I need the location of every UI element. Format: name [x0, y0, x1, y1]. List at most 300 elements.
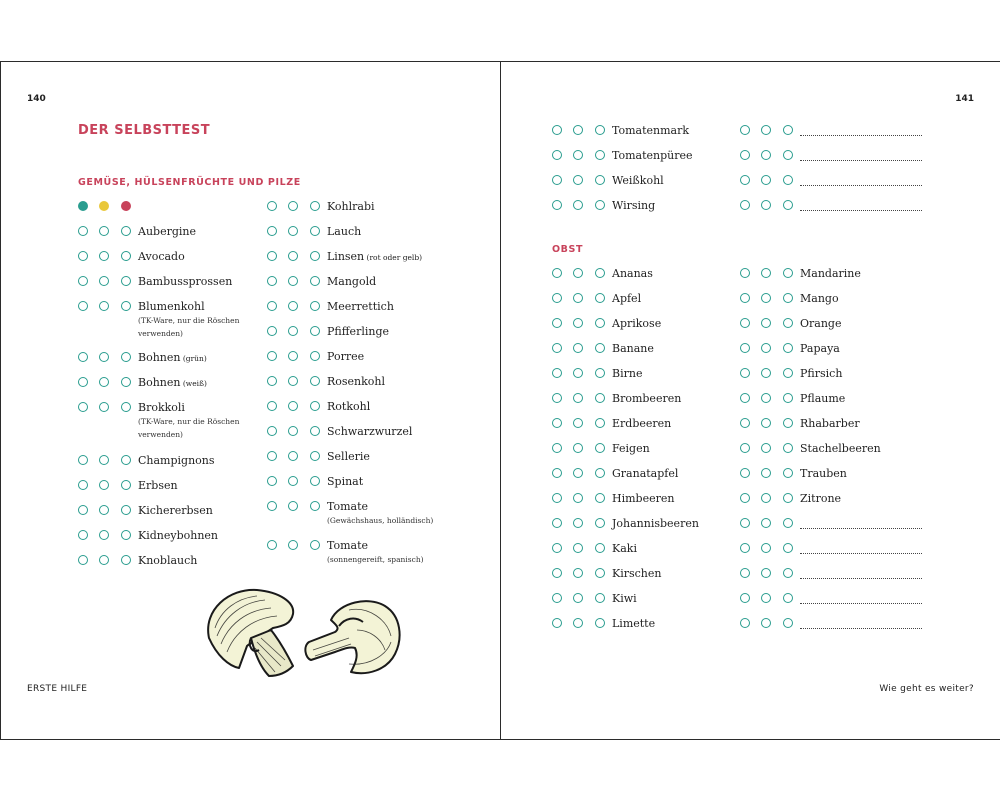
rating-checkboxes	[740, 318, 800, 332]
rating-circle-red[interactable]	[783, 618, 793, 628]
rating-circle-green[interactable]	[552, 268, 562, 278]
rating-checkboxes	[552, 200, 612, 214]
rating-checkboxes	[78, 251, 138, 265]
rating-circle-yellow[interactable]	[288, 401, 298, 411]
rating-circle-green[interactable]	[552, 150, 562, 160]
rating-circle-yellow[interactable]	[288, 276, 298, 286]
item-label: Mango	[800, 292, 839, 305]
rating-checkboxes	[267, 376, 327, 390]
item-label: Stachelbeeren	[800, 442, 881, 455]
rating-circle-red[interactable]	[783, 393, 793, 403]
rating-circle-red[interactable]	[310, 426, 320, 436]
right-page	[500, 61, 1000, 740]
rating-circle-yellow[interactable]	[761, 393, 771, 403]
rating-circle-red[interactable]	[595, 518, 605, 528]
rating-checkboxes	[740, 518, 800, 532]
rating-checkboxes	[740, 125, 800, 139]
rating-circle-red[interactable]	[310, 476, 320, 486]
rating-circle-red[interactable]	[783, 568, 793, 578]
rating-circle-yellow[interactable]	[288, 540, 298, 550]
rating-checkboxes	[78, 276, 138, 290]
rating-circle-yellow[interactable]	[761, 593, 771, 603]
rating-circle-red[interactable]	[121, 377, 131, 387]
rating-circle-green[interactable]	[267, 540, 277, 550]
rating-checkboxes	[78, 226, 138, 240]
rating-checkboxes	[267, 426, 327, 440]
rating-circle-green[interactable]	[267, 501, 277, 511]
rating-checkboxes	[267, 351, 327, 365]
rating-checkboxes	[740, 493, 800, 507]
rating-checkboxes	[552, 568, 612, 582]
footer-right: Wie geht es weiter?	[879, 684, 974, 694]
mushroom-illustration	[199, 580, 409, 695]
rating-circle-red[interactable]	[595, 125, 605, 135]
rating-circle-red[interactable]	[595, 343, 605, 353]
item-label: Avocado	[138, 250, 185, 263]
rating-circle-red[interactable]	[595, 443, 605, 453]
rating-circle-red[interactable]	[595, 593, 605, 603]
rating-circle-yellow[interactable]	[573, 568, 583, 578]
write-in-line[interactable]	[800, 177, 922, 186]
rating-circle-green[interactable]	[740, 293, 750, 303]
rating-circle-green[interactable]	[740, 543, 750, 553]
rating-circle-red[interactable]	[310, 351, 320, 361]
rating-circle-green[interactable]	[552, 518, 562, 528]
rating-circle-red[interactable]	[783, 293, 793, 303]
rating-circle-green[interactable]	[740, 368, 750, 378]
rating-circle-red[interactable]	[783, 543, 793, 553]
rating-circle-yellow[interactable]	[761, 368, 771, 378]
rating-circle-green[interactable]	[78, 555, 88, 565]
rating-checkboxes	[78, 352, 138, 366]
rating-circle-red[interactable]	[121, 251, 131, 261]
rating-circle-yellow[interactable]	[573, 343, 583, 353]
rating-checkboxes	[552, 175, 612, 189]
item-label: Sellerie	[327, 450, 370, 463]
rating-circle-yellow[interactable]	[761, 268, 771, 278]
rating-checkboxes	[740, 543, 800, 557]
rating-circle-yellow[interactable]	[99, 480, 109, 490]
rating-circle-red[interactable]	[595, 268, 605, 278]
rating-circle-red[interactable]	[310, 201, 320, 211]
rating-circle-red[interactable]	[783, 125, 793, 135]
rating-circle-red[interactable]	[121, 530, 131, 540]
rating-circle-yellow[interactable]	[99, 402, 109, 412]
legend-dot-yellow	[99, 201, 109, 211]
rating-circle-red[interactable]	[783, 200, 793, 210]
rating-circle-yellow[interactable]	[99, 530, 109, 540]
item-label: Kiwi	[612, 592, 637, 605]
rating-circle-green[interactable]	[267, 326, 277, 336]
rating-checkboxes	[740, 268, 800, 282]
rating-circle-yellow[interactable]	[573, 518, 583, 528]
rating-checkboxes	[267, 540, 327, 554]
rating-circle-yellow[interactable]	[573, 175, 583, 185]
rating-circle-yellow[interactable]	[573, 418, 583, 428]
rating-circle-green[interactable]	[740, 393, 750, 403]
rating-circle-red[interactable]	[595, 468, 605, 478]
rating-circle-green[interactable]	[552, 175, 562, 185]
rating-circle-green[interactable]	[78, 301, 88, 311]
item-label: Feigen	[612, 442, 650, 455]
item-label: Linsen (rot oder gelb)	[327, 250, 423, 263]
page-number: 140	[27, 94, 46, 104]
item-qualifier: (grün)	[180, 354, 207, 363]
write-in-line[interactable]	[800, 570, 922, 579]
rating-circle-yellow[interactable]	[288, 201, 298, 211]
rating-circle-yellow[interactable]	[99, 555, 109, 565]
rating-circle-green[interactable]	[552, 393, 562, 403]
rating-circle-green[interactable]	[740, 268, 750, 278]
rating-circle-green[interactable]	[267, 276, 277, 286]
rating-checkboxes	[78, 377, 138, 391]
write-in-line[interactable]	[800, 202, 922, 211]
item-label: Kidneybohnen	[138, 529, 219, 542]
rating-circle-yellow[interactable]	[573, 200, 583, 210]
rating-checkboxes	[267, 451, 327, 465]
rating-circle-green[interactable]	[552, 200, 562, 210]
rating-checkboxes	[78, 480, 138, 494]
rating-circle-red[interactable]	[595, 200, 605, 210]
rating-circle-red[interactable]	[121, 455, 131, 465]
rating-checkboxes	[740, 468, 800, 482]
rating-checkboxes	[740, 593, 800, 607]
rating-circle-green[interactable]	[552, 418, 562, 428]
section-heading-gemuese: GEMÜSE, HÜLSENFRÜCHTE UND PILZE	[78, 177, 301, 188]
rating-circle-red[interactable]	[595, 393, 605, 403]
rating-circle-green[interactable]	[740, 175, 750, 185]
rating-circle-yellow[interactable]	[288, 376, 298, 386]
rating-circle-yellow[interactable]	[99, 352, 109, 362]
rating-circle-green[interactable]	[78, 530, 88, 540]
rating-circle-green[interactable]	[78, 352, 88, 362]
rating-circle-red[interactable]	[595, 418, 605, 428]
rating-checkboxes	[740, 293, 800, 307]
rating-checkboxes	[267, 226, 327, 240]
rating-checkboxes	[78, 505, 138, 519]
rating-checkboxes	[552, 125, 612, 139]
rating-circle-green[interactable]	[78, 276, 88, 286]
rating-circle-red[interactable]	[595, 493, 605, 503]
item-note: (Gewächshaus, holländisch)	[327, 516, 434, 525]
rating-circle-red[interactable]	[121, 555, 131, 565]
rating-circle-yellow[interactable]	[573, 543, 583, 553]
rating-circle-red[interactable]	[783, 175, 793, 185]
rating-circle-yellow[interactable]	[573, 293, 583, 303]
page-title: DER SELBSTTEST	[78, 123, 211, 138]
write-in-line[interactable]	[800, 545, 922, 554]
write-in-line[interactable]	[800, 152, 922, 161]
rating-circle-green[interactable]	[740, 318, 750, 328]
write-in-line[interactable]	[800, 127, 922, 136]
item-label: Schwarzwurzel	[327, 425, 413, 438]
rating-circle-red[interactable]	[310, 376, 320, 386]
rating-circle-yellow[interactable]	[288, 476, 298, 486]
rating-circle-green[interactable]	[267, 451, 277, 461]
rating-circle-green[interactable]	[740, 200, 750, 210]
rating-circle-red[interactable]	[595, 368, 605, 378]
item-label: Tomatenpüree	[612, 149, 693, 162]
rating-circle-green[interactable]	[740, 518, 750, 528]
rating-circle-red[interactable]	[310, 401, 320, 411]
rating-circle-red[interactable]	[310, 226, 320, 236]
write-in-line[interactable]	[800, 595, 922, 604]
rating-circle-red[interactable]	[310, 501, 320, 511]
rating-circle-green[interactable]	[740, 618, 750, 628]
item-label: Wirsing	[612, 199, 656, 212]
rating-circle-yellow[interactable]	[573, 618, 583, 628]
rating-circle-red[interactable]	[595, 543, 605, 553]
item-label: Bohnen (weiß)	[138, 376, 207, 389]
rating-circle-green[interactable]	[78, 226, 88, 236]
rating-checkboxes	[740, 368, 800, 382]
rating-circle-green[interactable]	[552, 468, 562, 478]
rating-circle-yellow[interactable]	[761, 418, 771, 428]
rating-circle-yellow[interactable]	[761, 343, 771, 353]
rating-circle-yellow[interactable]	[761, 318, 771, 328]
rating-circle-red[interactable]	[783, 518, 793, 528]
rating-circle-yellow[interactable]	[99, 377, 109, 387]
rating-checkboxes	[552, 368, 612, 382]
rating-circle-green[interactable]	[552, 493, 562, 503]
rating-circle-red[interactable]	[121, 226, 131, 236]
rating-checkboxes	[740, 343, 800, 357]
rating-circle-green[interactable]	[267, 351, 277, 361]
rating-circle-yellow[interactable]	[99, 226, 109, 236]
rating-checkboxes	[552, 293, 612, 307]
rating-circle-green[interactable]	[740, 125, 750, 135]
rating-checkboxes	[267, 301, 327, 315]
rating-circle-green[interactable]	[267, 201, 277, 211]
rating-circle-green[interactable]	[552, 368, 562, 378]
item-label: Weißkohl	[612, 174, 664, 187]
rating-circle-yellow[interactable]	[761, 293, 771, 303]
rating-circle-green[interactable]	[740, 493, 750, 503]
legend-dot-green	[78, 201, 88, 211]
left-page	[0, 61, 501, 740]
rating-circle-yellow[interactable]	[99, 276, 109, 286]
rating-circle-green[interactable]	[552, 443, 562, 453]
rating-checkboxes	[552, 468, 612, 482]
rating-circle-green[interactable]	[552, 125, 562, 135]
item-label: Rotkohl	[327, 400, 371, 413]
rating-circle-yellow[interactable]	[99, 251, 109, 261]
rating-circle-red[interactable]	[783, 493, 793, 503]
rating-circle-green[interactable]	[267, 251, 277, 261]
item-label: Kohlrabi	[327, 200, 375, 213]
rating-circle-yellow[interactable]	[573, 125, 583, 135]
rating-circle-yellow[interactable]	[99, 455, 109, 465]
rating-circle-yellow[interactable]	[288, 351, 298, 361]
item-label: Papaya	[800, 342, 840, 355]
item-label: Tomate	[327, 539, 369, 552]
rating-checkboxes	[78, 455, 138, 469]
write-in-line[interactable]	[800, 520, 922, 529]
rating-circle-green[interactable]	[78, 455, 88, 465]
rating-circle-yellow[interactable]	[573, 368, 583, 378]
rating-circle-green[interactable]	[267, 301, 277, 311]
rating-circle-yellow[interactable]	[573, 443, 583, 453]
rating-circle-yellow[interactable]	[573, 318, 583, 328]
rating-circle-green[interactable]	[552, 618, 562, 628]
rating-checkboxes	[552, 418, 612, 432]
rating-checkboxes	[552, 343, 612, 357]
item-label: Erbsen	[138, 479, 178, 492]
rating-checkboxes	[78, 402, 138, 416]
item-label: Johannisbeeren	[612, 517, 699, 530]
rating-circle-yellow[interactable]	[288, 326, 298, 336]
rating-circle-yellow[interactable]	[573, 468, 583, 478]
rating-circle-yellow[interactable]	[573, 593, 583, 603]
rating-circle-green[interactable]	[267, 401, 277, 411]
rating-circle-red[interactable]	[310, 326, 320, 336]
rating-checkboxes	[267, 326, 327, 340]
rating-circle-yellow[interactable]	[288, 226, 298, 236]
rating-circle-red[interactable]	[783, 318, 793, 328]
rating-circle-yellow[interactable]	[761, 443, 771, 453]
item-label: Birne	[612, 367, 643, 380]
rating-circle-yellow[interactable]	[288, 451, 298, 461]
rating-circle-yellow[interactable]	[573, 493, 583, 503]
rating-circle-yellow[interactable]	[761, 125, 771, 135]
rating-circle-green[interactable]	[267, 476, 277, 486]
rating-circle-red[interactable]	[121, 301, 131, 311]
rating-circle-green[interactable]	[78, 480, 88, 490]
rating-circle-yellow[interactable]	[288, 426, 298, 436]
rating-circle-red[interactable]	[121, 505, 131, 515]
item-label: Ananas	[612, 267, 653, 280]
rating-checkboxes	[267, 401, 327, 415]
rating-circle-yellow[interactable]	[761, 518, 771, 528]
rating-circle-green[interactable]	[78, 505, 88, 515]
rating-circle-red[interactable]	[310, 540, 320, 550]
rating-circle-red[interactable]	[310, 251, 320, 261]
rating-circle-green[interactable]	[740, 468, 750, 478]
section-heading-obst: OBST	[552, 244, 584, 255]
rating-circle-green[interactable]	[78, 402, 88, 412]
rating-checkboxes	[267, 201, 327, 215]
rating-circle-yellow[interactable]	[573, 150, 583, 160]
rating-checkboxes	[267, 276, 327, 290]
rating-circle-yellow[interactable]	[761, 468, 771, 478]
item-label: Banane	[612, 342, 654, 355]
item-label: Kichererbsen	[138, 504, 213, 517]
rating-checkboxes	[740, 568, 800, 582]
rating-circle-yellow[interactable]	[761, 493, 771, 503]
rating-circle-yellow[interactable]	[288, 251, 298, 261]
rating-circle-red[interactable]	[783, 150, 793, 160]
rating-circle-green[interactable]	[267, 226, 277, 236]
item-label: Pflaume	[800, 392, 846, 405]
rating-circle-red[interactable]	[310, 276, 320, 286]
rating-circle-red[interactable]	[121, 276, 131, 286]
rating-circle-red[interactable]	[783, 418, 793, 428]
rating-circle-yellow[interactable]	[761, 618, 771, 628]
rating-circle-red[interactable]	[121, 352, 131, 362]
rating-circle-green[interactable]	[740, 343, 750, 353]
rating-circle-red[interactable]	[783, 443, 793, 453]
rating-circle-green[interactable]	[267, 376, 277, 386]
rating-checkboxes	[552, 493, 612, 507]
item-label: Tomatenmark	[612, 124, 690, 137]
item-label: Meerrettich	[327, 300, 394, 313]
rating-circle-green[interactable]	[740, 443, 750, 453]
rating-circle-red[interactable]	[595, 175, 605, 185]
rating-circle-green[interactable]	[740, 568, 750, 578]
rating-checkboxes	[267, 476, 327, 490]
rating-circle-red[interactable]	[783, 268, 793, 278]
item-label: Champignons	[138, 454, 215, 467]
rating-circle-red[interactable]	[595, 618, 605, 628]
item-label: Trauben	[800, 467, 847, 480]
rating-checkboxes	[267, 251, 327, 265]
rating-circle-green[interactable]	[740, 150, 750, 160]
rating-circle-green[interactable]	[740, 593, 750, 603]
rating-circle-green[interactable]	[552, 343, 562, 353]
rating-checkboxes	[552, 318, 612, 332]
item-label: Kaki	[612, 542, 637, 555]
rating-circle-red[interactable]	[783, 468, 793, 478]
rating-circle-green[interactable]	[552, 593, 562, 603]
rating-circle-green[interactable]	[552, 318, 562, 328]
item-label: Pfirsich	[800, 367, 843, 380]
rating-circle-red[interactable]	[121, 402, 131, 412]
rating-circle-red[interactable]	[783, 593, 793, 603]
rating-circle-red[interactable]	[783, 368, 793, 378]
item-note: (sonnengereift, spanisch)	[327, 555, 424, 564]
rating-circle-yellow[interactable]	[573, 268, 583, 278]
item-label: Blumenkohl	[138, 300, 205, 313]
rating-circle-yellow[interactable]	[288, 301, 298, 311]
rating-circle-red[interactable]	[121, 480, 131, 490]
rating-circle-yellow[interactable]	[761, 150, 771, 160]
rating-circle-yellow[interactable]	[99, 301, 109, 311]
rating-circle-yellow[interactable]	[761, 200, 771, 210]
rating-circle-red[interactable]	[310, 451, 320, 461]
rating-checkboxes	[740, 393, 800, 407]
rating-checkboxes	[740, 150, 800, 164]
rating-circle-green[interactable]	[740, 418, 750, 428]
rating-circle-yellow[interactable]	[288, 501, 298, 511]
rating-circle-green[interactable]	[552, 293, 562, 303]
rating-circle-red[interactable]	[595, 318, 605, 328]
rating-circle-green[interactable]	[552, 568, 562, 578]
rating-circle-red[interactable]	[595, 150, 605, 160]
item-label: Aprikose	[612, 317, 662, 330]
item-label: Tomate	[327, 500, 369, 513]
rating-checkboxes	[78, 530, 138, 544]
rating-circle-red[interactable]	[783, 343, 793, 353]
rating-circle-green[interactable]	[267, 426, 277, 436]
rating-circle-green[interactable]	[552, 543, 562, 553]
rating-circle-red[interactable]	[595, 293, 605, 303]
rating-circle-yellow[interactable]	[761, 175, 771, 185]
rating-circle-red[interactable]	[310, 301, 320, 311]
rating-circle-yellow[interactable]	[761, 543, 771, 553]
rating-circle-yellow[interactable]	[99, 505, 109, 515]
rating-checkboxes	[740, 443, 800, 457]
page-number: 141	[955, 94, 974, 104]
rating-circle-yellow[interactable]	[761, 568, 771, 578]
write-in-line[interactable]	[800, 620, 922, 629]
rating-circle-red[interactable]	[595, 568, 605, 578]
rating-circle-green[interactable]	[78, 377, 88, 387]
rating-checkboxes	[552, 543, 612, 557]
rating-circle-yellow[interactable]	[573, 393, 583, 403]
rating-checkboxes	[78, 301, 138, 315]
rating-circle-green[interactable]	[78, 251, 88, 261]
item-label: Granatapfel	[612, 467, 679, 480]
